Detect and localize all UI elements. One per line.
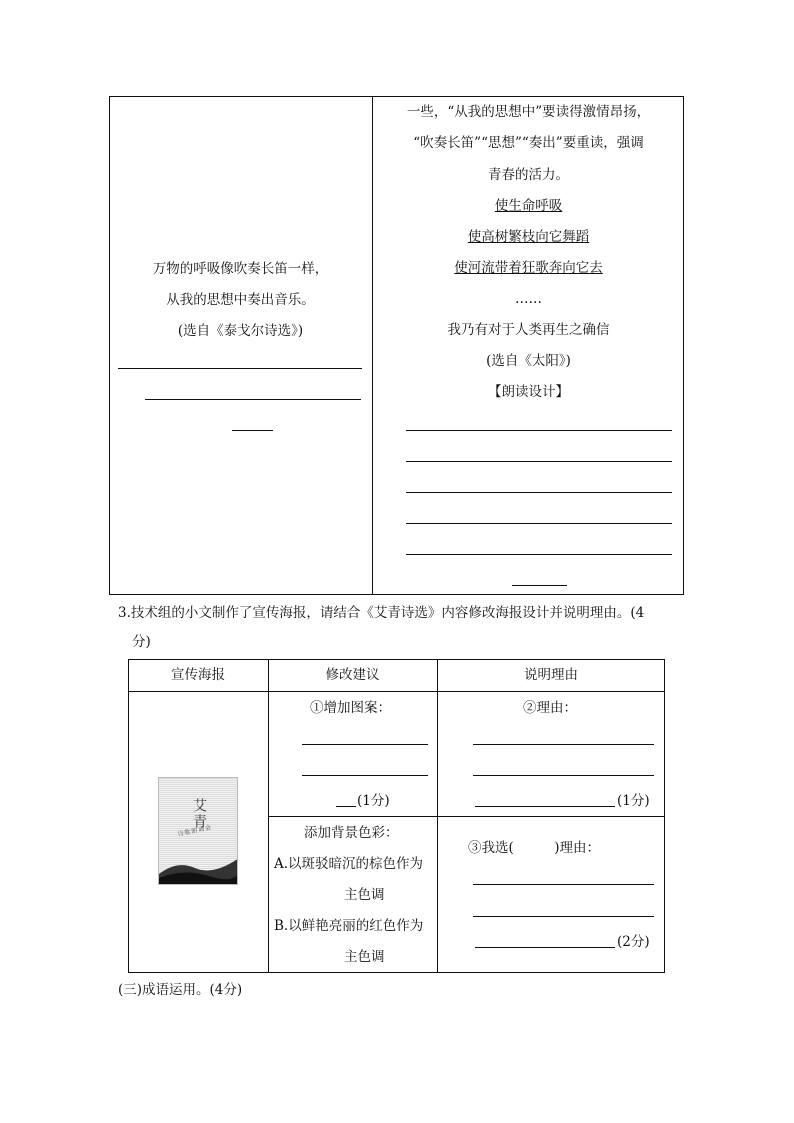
item-3-score: (2分) — [617, 934, 650, 950]
answer-line[interactable] — [473, 775, 654, 776]
answer-line[interactable] — [232, 430, 273, 431]
poem-ellipsis: …… — [515, 291, 542, 307]
table-divider — [268, 816, 665, 817]
answer-line[interactable] — [475, 947, 615, 948]
poem-line-1: 万物的呼吸像吹奏长笛一样， — [152, 261, 329, 277]
option-b: B.以鲜艳亮丽的红色作为 — [274, 918, 424, 934]
poster-title: 艾青 — [191, 798, 207, 830]
item-2-label: ②理由： — [523, 700, 577, 716]
header-reason: 说明理由 — [524, 667, 578, 683]
answer-line[interactable] — [473, 884, 654, 885]
option-a: A.以斑驳暗沉的棕色作为 — [274, 856, 424, 872]
section-3-heading: (三)成语运用。(4分) — [118, 982, 243, 998]
poster-image — [158, 777, 238, 885]
answer-line[interactable] — [406, 461, 672, 462]
answer-line[interactable] — [512, 585, 567, 586]
poem-underlined-2: 使高树繁枝向它舞蹈 — [467, 229, 590, 245]
answer-line[interactable] — [336, 806, 356, 807]
item-2-score: (1分) — [617, 793, 650, 809]
item-1-label: ①增加图案： — [310, 700, 391, 716]
answer-line[interactable] — [302, 744, 428, 745]
answer-line[interactable] — [473, 916, 654, 917]
poem-line — [373, 227, 684, 247]
answer-line[interactable] — [302, 775, 428, 776]
answer-line[interactable] — [473, 744, 654, 745]
header-poster: 宣传海报 — [171, 667, 225, 683]
question-3: 3.技术组的小文制作了宣传海报，请结合《艾青诗选》内容修改海报设计并说明理由。(4 — [118, 605, 645, 621]
header-suggestion: 修改建议 — [325, 667, 380, 683]
analysis-line-1: 一些，“从我的思想中”要读得激情昂扬， — [406, 104, 651, 120]
poem-underlined-3: 使河流带着狂歌奔向它去 — [454, 260, 603, 276]
poem-underlined-1: 使生命呼吸 — [494, 198, 563, 214]
poem-source: (选自《太阳》) — [486, 353, 571, 369]
analysis-line-3: 青春的活力。 — [488, 167, 569, 183]
table-divider — [128, 691, 665, 692]
design-label: 【朗读设计】 — [488, 384, 569, 400]
answer-line[interactable] — [145, 399, 361, 400]
mountain-graphic — [159, 778, 238, 885]
option-a-cont: 主色调 — [344, 887, 385, 903]
answer-line[interactable] — [406, 523, 672, 524]
option-b-cont: 主色调 — [344, 949, 385, 965]
poem-line — [373, 258, 684, 278]
poem-line-4: 我乃有对于人类再生之确信 — [447, 322, 610, 338]
poem-line — [373, 196, 684, 216]
analysis-line-2: “吹奏长笛”“思想”“奏出”要重读，强调 — [413, 135, 644, 151]
poster-subtitle: 诗歌朗诵会 — [177, 823, 213, 839]
answer-line[interactable] — [406, 554, 672, 555]
bg-color-label: 添加背景色彩： — [304, 825, 399, 841]
answer-line[interactable] — [475, 806, 615, 807]
item-1-score: (1分) — [357, 793, 390, 809]
poem-source: (选自《泰戈尔诗选》) — [177, 323, 304, 339]
question-3-cont: 分) — [132, 634, 151, 650]
answer-line[interactable] — [118, 368, 362, 369]
answer-line[interactable] — [406, 430, 672, 431]
answer-line[interactable] — [406, 492, 672, 493]
poem-line-2: 从我的思想中奏出音乐。 — [166, 292, 315, 308]
item-3-label: ③我选( )理由： — [468, 840, 601, 856]
